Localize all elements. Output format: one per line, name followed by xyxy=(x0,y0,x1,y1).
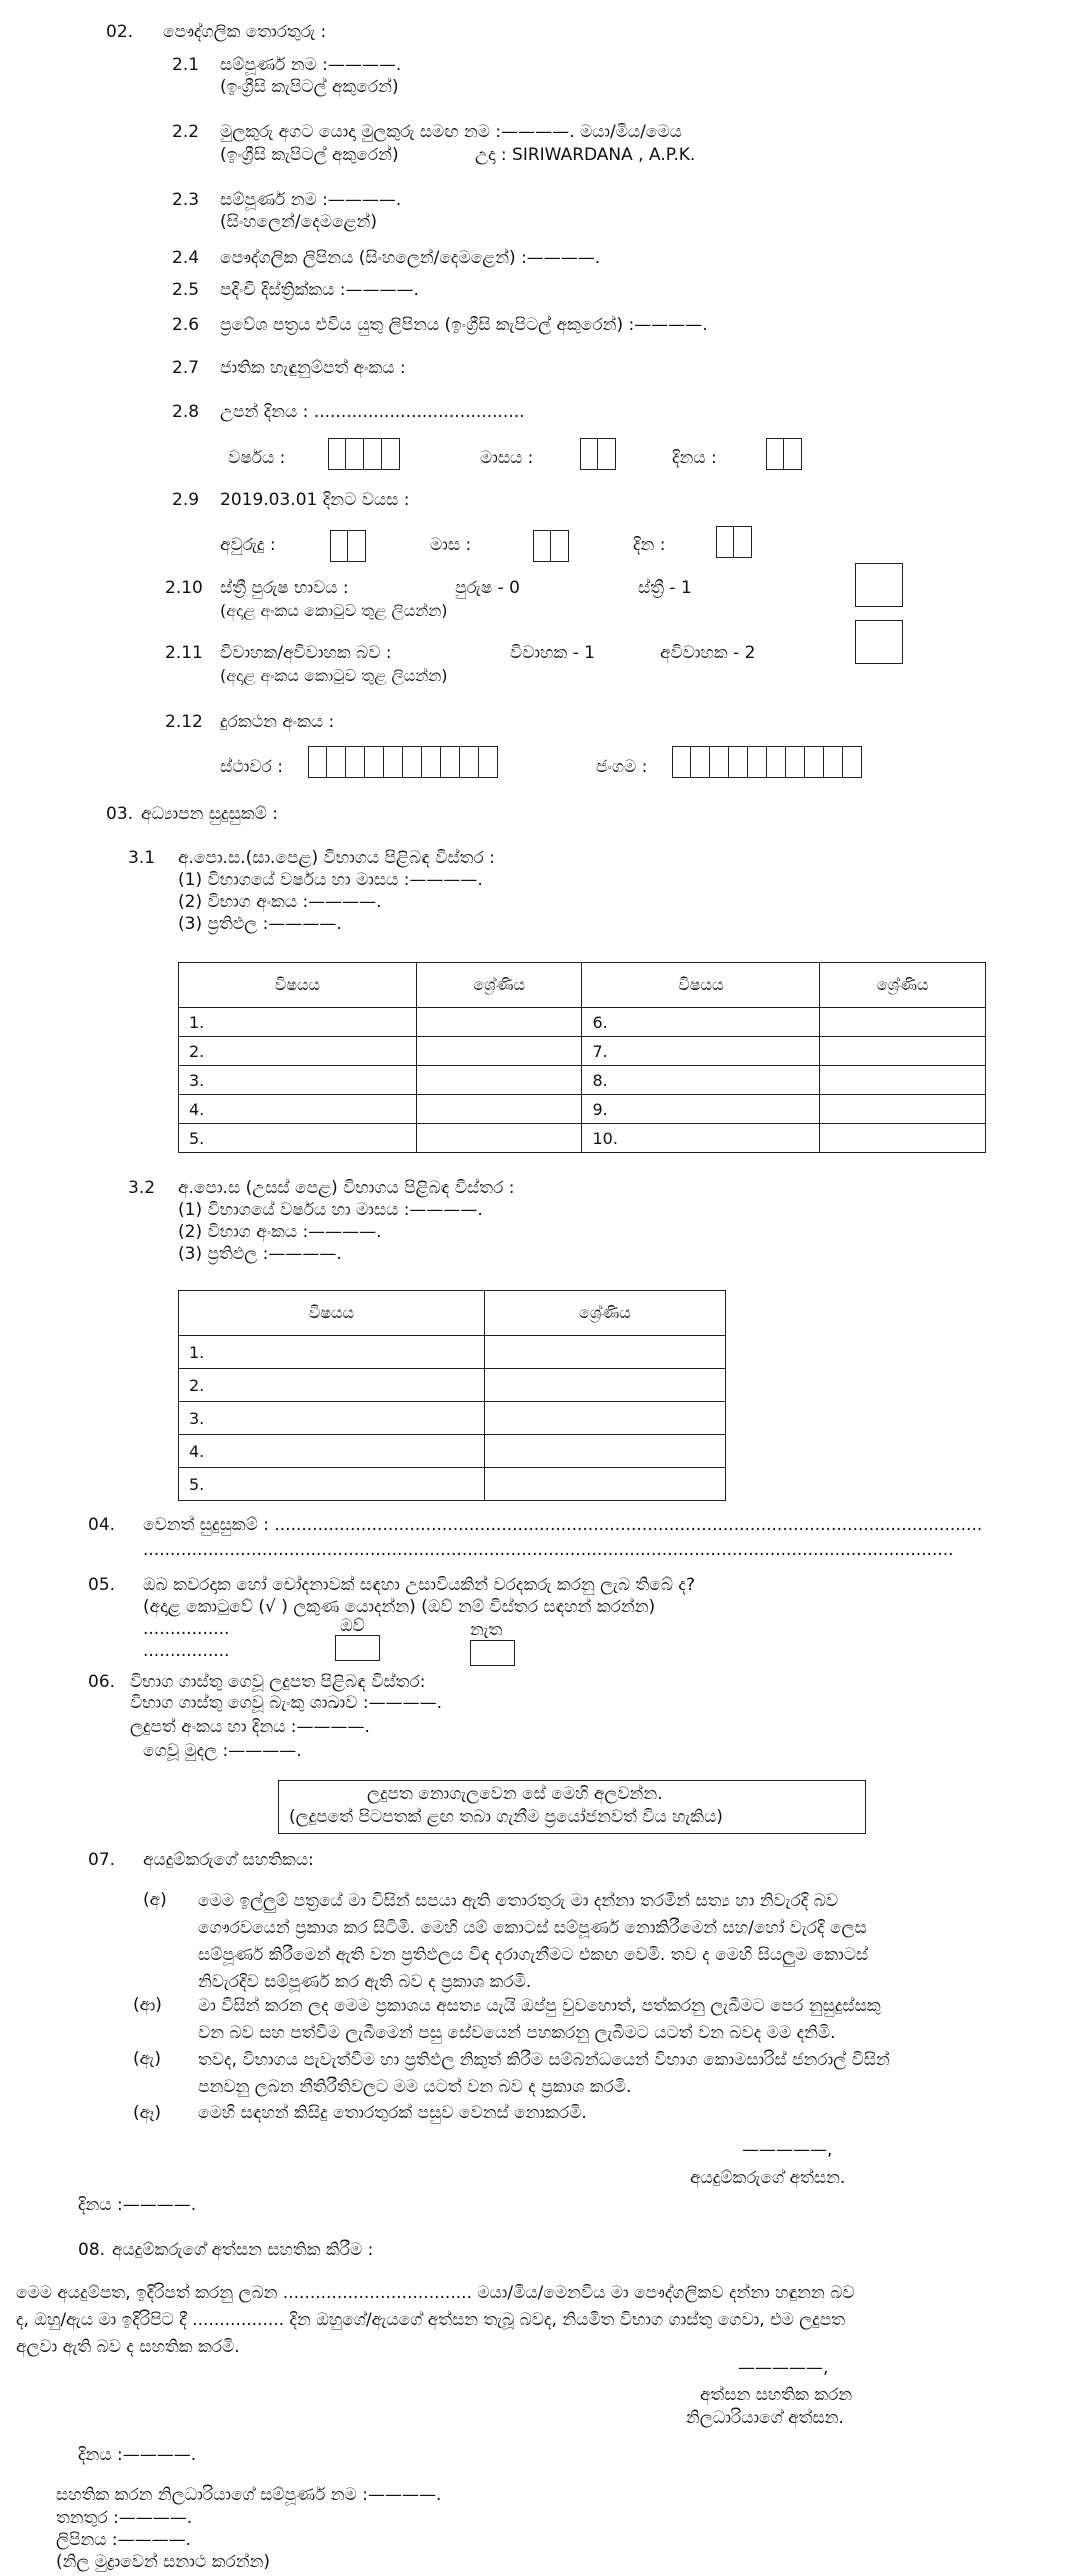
section-06-number: 06. xyxy=(88,1672,116,1692)
receipt-section-title: විභාග ගාස්තු ගෙවූ ලදුපත පිළිබඳ විස්තර: xyxy=(130,1672,426,1692)
ol-results-table xyxy=(178,962,986,1153)
clause-c-text: තවද, විභාගය පැවැත්වීම හා ප්‍රතිඵල නිකුත් කිරීම සම්බන්ධයෙන් විභාග කොමසාරිස් ජනරාල් විසින් පනවනු ලබන නීතිරීතිවලට මම යටත් වන බව ද ප්‍රකාශ කරමි. xyxy=(198,2050,890,2097)
item-2-10-number: 2.10 xyxy=(165,578,203,598)
signature-certification-title: අයදුම්කරුගේ අත්සන සහතික කිරීම : xyxy=(112,2240,374,2260)
phone-fixed-label: ස්ථාවර : xyxy=(220,757,283,777)
section-05-number: 05. xyxy=(88,1575,116,1595)
table-row: 5. 10. xyxy=(179,1124,986,1153)
section-03-number: 03. xyxy=(106,804,134,824)
al-exam-number: (2) විභාග අංකය :————. xyxy=(178,1222,382,1242)
gender-input-box[interactable] xyxy=(855,563,903,607)
amount-paid-field[interactable]: ගෙවූ මුදල :————. xyxy=(143,1741,302,1761)
table-row: 2. 7. xyxy=(179,1037,986,1066)
bank-branch-field[interactable]: විභාග ගාස්තු ගෙවූ බැංකු ශාඛාව :————. xyxy=(130,1693,442,1713)
gender-female-option: ස්ත්‍රී - 1 xyxy=(638,578,692,598)
clause-c-mark: (ඇ) xyxy=(133,2049,162,2069)
item-2-1-number: 2.1 xyxy=(172,55,200,75)
item-2-5-label: පදිංචි දිස්ත්‍රික්කය :————. xyxy=(220,280,419,300)
conviction-yes-checkbox[interactable] xyxy=(335,1635,380,1661)
table-row: 4. 9. xyxy=(179,1095,986,1124)
item-2-7-label: ජාතික හැඳුනුම්පත් අංකය : xyxy=(220,358,406,378)
ol-section-number: 3.1 xyxy=(128,848,156,868)
item-2-2-label: මුලකුරු අගට යොදා මුලකුරු සමඟ නම :————. මයා/මිය/මෙය xyxy=(220,122,682,142)
ol-results: (3) ප්‍රතිඵල :————. xyxy=(178,914,342,934)
receipt-paste-box xyxy=(278,1780,866,1834)
applicant-certification-title: අයදුම්කරුගේ සහතිකය: xyxy=(143,1850,314,1870)
section-03-title: අධ්‍යාපන සුදුසුකම් : xyxy=(141,804,278,824)
item-2-2-note: (ඉංග්‍රීසි කැපිටල් අකුරෙන්) xyxy=(220,145,399,165)
table-row: 3. 8. xyxy=(179,1066,986,1095)
item-2-8-label: උපන් දිනය : ....................................... xyxy=(220,402,525,422)
officer-signature-label-1: අත්සන සහතික කරන xyxy=(700,2385,853,2405)
gender-male-option: පුරුෂ - 0 xyxy=(455,578,520,598)
table-row: 5. xyxy=(179,1468,726,1501)
birth-year-label: වර්ෂය : xyxy=(228,448,286,468)
marital-input-box[interactable] xyxy=(855,620,903,664)
other-qualifications-field[interactable]: වෙනත් සුදුසුකම් : ................................................................................................................................... xyxy=(143,1515,983,1535)
item-2-10-note: (අදාළ අංකය කොටුව තුළ ලියන්න) xyxy=(220,601,448,620)
item-2-6-label: ප්‍රවේශ පත්‍රය එවිය යුතු ලිපිනය (ඉංග්‍රීසි කැපිටල් අකුරෙන්) :————. xyxy=(220,315,708,335)
item-2-4-label: පෞද්ගලික ලිපිනය (සිංහලෙන්/දෙමළෙන්) :————. xyxy=(220,248,601,268)
item-2-9-number: 2.9 xyxy=(172,490,200,510)
clause-b-mark: (ආ) xyxy=(133,1995,162,2015)
officer-position-field[interactable]: තනතුර :————. xyxy=(56,2508,193,2528)
conviction-no-label: නැත xyxy=(470,1620,503,1640)
item-2-11-number: 2.11 xyxy=(165,643,203,663)
al-section-number: 3.2 xyxy=(128,1178,156,1198)
section-08-number: 08. xyxy=(78,2240,106,2260)
item-2-3-note: (සිංහලෙන්/දෙමළෙන්) xyxy=(220,212,377,232)
certification-paragraph: මෙම අයදුම්පත, ඉදිරිපත් කරනු ලබන ................................... මයා/මිය/මෙනවිය මා පෞද්ගලිකව දන්නා හඳුනන බව ද, ඔහු/ඇය මා ඉදිරිපිට දී ................. දින ඔහුගේ/ඇයගේ අත්සන තැබූ බවද, නියමිත විභාග ගාස්තු ගෙවා, එම ලදුපත අලවා ඇති බව ද සහතික කරමි. xyxy=(16,2283,855,2357)
clause-a-text: මෙම ඉල්ලුම් පත්‍රයේ මා විසින් සපයා ඇති තොරතුරු මා දන්නා තරමින් සත්‍ය හා නිවැරදි බව ගෞරවයෙන් ප්‍රකාශ කර සිටිමි. මෙහි යම් කොටස් සම්පූර්ණ නොකිරීමෙන් සහ/හෝ වැරදි ලෙස සම්පූර්ණ කිරීමෙන් ඇති වන ප්‍රතිඵලය විඳ දරාගැනීමට එකඟ වෙමි. තව ද මෙහි සියලුම කොටස් නිවැරදිව සම්පූර්ණ කර ඇති බව ද ප්‍රකාශ කරමි. xyxy=(198,1891,869,1992)
receipt-number-date-field[interactable]: ලදුපත් අංකය හා දිනය :————. xyxy=(130,1717,370,1737)
age-months-boxes[interactable] xyxy=(533,530,569,562)
receipt-copy-note: (ලදුපතේ පිටපතක් ළඟ තබා ගැනීම ප්‍රයෝජනවත් විය හැකිය) xyxy=(289,1807,723,1827)
section-02-number: 02. xyxy=(106,22,134,42)
conviction-details-line-2[interactable]: ................ xyxy=(143,1641,230,1661)
clause-b-text: මා විසින් කරන ලද මෙම ප්‍රකාශය අසත්‍ය යැයි ඔප්පු වුවහොත්, පත්කරනු ලැබීමට පෙර නුසුදුස්සකු වන බව සහ පත්වීම ලැබීමෙන් පසු සේවයෙන් පහකරනු ලැබීමට යටත් වන බවද මම දනිමි. xyxy=(198,1996,881,2043)
item-2-2-example: උදා : SIRIWARDANA , A.P.K. xyxy=(475,145,696,165)
section-04-number: 04. xyxy=(88,1515,116,1535)
marital-unmarried-option: අවිවාහක - 2 xyxy=(660,643,756,663)
item-2-6-number: 2.6 xyxy=(172,315,200,335)
officer-date-field[interactable]: දිනය :————. xyxy=(78,2445,197,2465)
item-2-1-note: (ඉංග්‍රීසි කැපිටල් අකුරෙන්) xyxy=(220,77,399,97)
birth-day-boxes[interactable] xyxy=(766,438,802,470)
table-row: 4. xyxy=(179,1435,726,1468)
table-row: 2. xyxy=(179,1369,726,1402)
other-qualifications-line[interactable]: ...................................................................................................................................................... xyxy=(143,1540,954,1560)
al-results-table xyxy=(178,1290,726,1501)
al-exam-year: (1) විභාගයේ වර්ෂය හා මාසය :————. xyxy=(178,1200,483,1220)
section-07-number: 07. xyxy=(88,1850,116,1870)
item-2-10-label: ස්ත්‍රී පුරුෂ භාවය : xyxy=(220,578,349,598)
item-2-1-label: සම්පූර්ණ නම :————. xyxy=(220,55,402,75)
ol-section-title: අ.පො.ස.(සා.පෙළ) විභාගය පිළිබඳ විස්තර : xyxy=(178,848,495,868)
conviction-question: ඔබ කවරදාක හෝ චෝදනාවක් සඳහා උසාවියකින් වරදකරු කරනු ලැබ තිබේ ද? xyxy=(143,1575,695,1595)
birth-month-boxes[interactable] xyxy=(580,438,616,470)
item-2-11-label: විවාහක/අවිවාහක බව : xyxy=(220,643,392,663)
age-months-label: මාස : xyxy=(430,535,472,555)
conviction-hint: (අදාළ කොටුවේ (√ ) ලකුණ යොදන්න) (ඔව් නම් විස්තර සඳහන් කරන්න) xyxy=(143,1597,656,1617)
age-years-label: අවුරුදු : xyxy=(220,535,276,555)
marital-married-option: විවාහක - 1 xyxy=(510,643,595,663)
item-2-12-number: 2.12 xyxy=(165,712,203,732)
item-2-7-number: 2.7 xyxy=(172,358,200,378)
ol-grade-header-right: ශ්‍රේණිය xyxy=(820,963,986,1008)
applicant-signature-label: අයදුම්කරුගේ අත්සන. xyxy=(690,2168,846,2188)
table-row: 1. xyxy=(179,1336,726,1369)
al-grade-header: ශ්‍රේණිය xyxy=(484,1291,725,1336)
applicant-date-field[interactable]: දිනය :————. xyxy=(78,2195,197,2215)
birth-month-label: මාසය : xyxy=(480,448,534,468)
item-2-3-label: සම්පූර්ණ නම :————. xyxy=(220,190,402,210)
ol-exam-number: (2) විභාග අංකය :————. xyxy=(178,892,382,912)
receipt-paste-instruction: ලදුපත නොගැලවෙන සේ මෙහි අලවන්න. xyxy=(367,1784,663,1804)
officer-full-name-field[interactable]: සහතික කරන නිලධාරියාගේ සම්පූර්ණ නම :————. xyxy=(56,2485,442,2505)
item-2-9-label: 2019.03.01 දිනට වයස : xyxy=(220,490,410,510)
ol-subject-header-left: විෂයය xyxy=(179,963,417,1008)
officer-address-field[interactable]: ලිපිනය :————. xyxy=(56,2530,192,2550)
phone-fixed-boxes[interactable] xyxy=(308,746,498,778)
al-subject-header: විෂයය xyxy=(179,1291,485,1336)
birth-day-label: දිනය : xyxy=(672,448,717,468)
clause-d-mark: (ඈ) xyxy=(133,2103,162,2123)
item-2-8-number: 2.8 xyxy=(172,402,200,422)
age-days-label: දින : xyxy=(633,535,666,555)
al-section-title: අ.පො.ස (උසස් පෙළ) විභාගය පිළිබඳ විස්තර : xyxy=(178,1178,515,1198)
item-2-11-note: (අදාළ අංකය කොටුව තුළ ලියන්න) xyxy=(220,666,448,685)
applicant-signature-line[interactable]: —————, xyxy=(742,2140,833,2160)
clause-a-mark: (අ) xyxy=(143,1890,167,1910)
ol-subject-header-right: විෂයය xyxy=(582,963,820,1008)
birth-year-boxes[interactable] xyxy=(328,438,400,470)
item-2-2-number: 2.2 xyxy=(172,122,200,142)
official-seal-note: (නිල මුද්‍රාවෙන් සනාථ කරන්න) xyxy=(56,2552,271,2572)
table-row: 1. 6. xyxy=(179,1008,986,1037)
item-2-3-number: 2.3 xyxy=(172,190,200,210)
phone-mobile-label: ජංගම : xyxy=(596,757,648,777)
al-results: (3) ප්‍රතිඵල :————. xyxy=(178,1244,342,1264)
conviction-yes-label: ඔව් xyxy=(340,1616,365,1636)
item-2-12-label: දුරකථන අංකය : xyxy=(220,712,335,732)
ol-grade-header-left: ශ්‍රේණිය xyxy=(416,963,582,1008)
age-days-boxes[interactable] xyxy=(716,526,752,558)
conviction-details-line-1[interactable]: ................ xyxy=(143,1619,230,1639)
age-years-boxes[interactable] xyxy=(330,530,366,562)
conviction-no-checkbox[interactable] xyxy=(470,1640,515,1666)
section-02-title: පෞද්ගලික තොරතුරු : xyxy=(163,22,327,42)
officer-signature-label-2: නිලධාරියාගේ අත්සන. xyxy=(686,2408,844,2428)
clause-d-text: මෙහි සඳහන් කිසිදු තොරතුරක් පසුව වෙනස් නොකරමි. xyxy=(198,2103,587,2123)
phone-mobile-boxes[interactable] xyxy=(672,746,862,778)
ol-exam-year: (1) විභාගයේ වර්ෂය හා මාසය :————. xyxy=(178,870,483,890)
officer-signature-line[interactable]: —————, xyxy=(738,2358,829,2378)
table-row: 3. xyxy=(179,1402,726,1435)
item-2-4-number: 2.4 xyxy=(172,248,200,268)
item-2-5-number: 2.5 xyxy=(172,280,200,300)
